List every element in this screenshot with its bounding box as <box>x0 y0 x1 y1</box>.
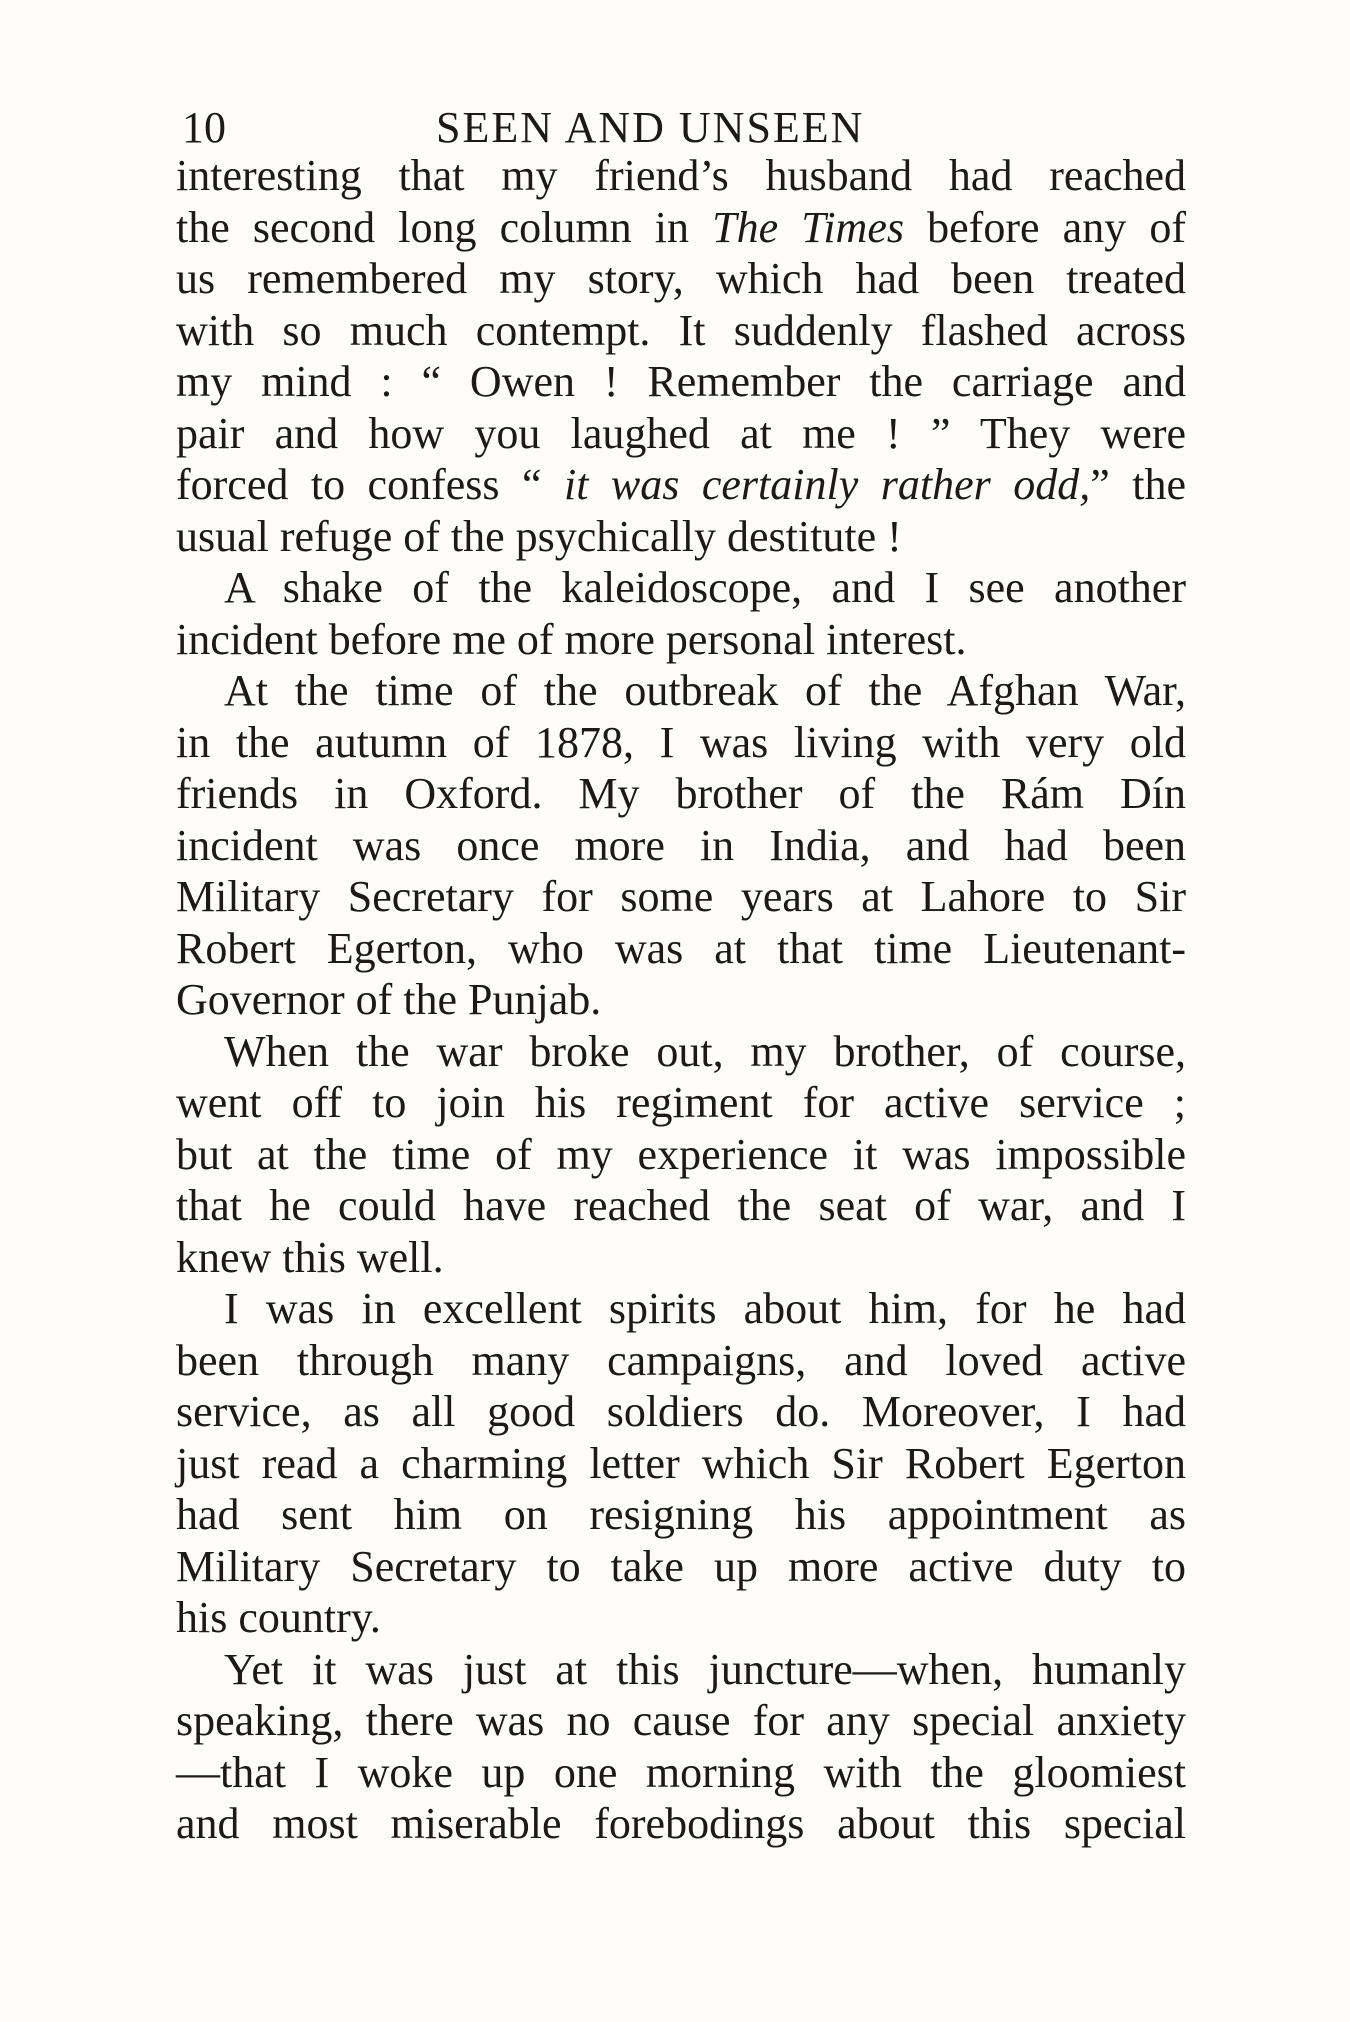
text-line: friends in Oxford. My brother of the Rám Dín <box>176 769 1186 818</box>
running-head: SEEN AND UNSEEN <box>436 103 865 152</box>
text-line: Governor of the Punjab. <box>176 975 602 1024</box>
text-line: interesting that my friend’s husband had reached <box>176 151 1186 200</box>
newspaper-title: The Times <box>712 203 904 252</box>
text-line: service, as all good soldiers do. Moreover, I had <box>176 1387 1186 1436</box>
text-line: At the time of the outbreak of the Afghan War, <box>224 666 1186 715</box>
text-line: When the war broke out, my brother, of course, <box>224 1027 1186 1076</box>
text-line: us remembered my story, which had been treated <box>176 254 1186 303</box>
text-line: the second long column in The Times before any of <box>176 203 1187 252</box>
text-line: just read a charming letter which Sir Robert Egerton <box>176 1439 1186 1488</box>
text-line: A shake of the kaleidoscope, and I see another <box>224 563 1186 612</box>
text-line: forced to confess “ it was certainly rather odd,” the <box>176 460 1186 509</box>
text-line: his country. <box>176 1593 381 1642</box>
page-number: 10 <box>182 103 226 152</box>
text-line: been through many campaigns, and loved active <box>176 1336 1186 1385</box>
page-header <box>182 100 1192 156</box>
text-line: had sent him on resigning his appointment as <box>176 1490 1186 1539</box>
text-line: I was in excellent spirits about him, for he had <box>224 1284 1186 1333</box>
text-line: incident before me of more personal interest. <box>176 615 967 664</box>
text-line: Military Secretary for some years at Lahore to Sir <box>176 872 1186 921</box>
text-line: usual refuge of the psychically destitute ! <box>176 512 902 561</box>
text-line: but at the time of my experience it was impossible <box>176 1130 1186 1179</box>
text-line: incident was once more in India, and had been <box>176 821 1186 870</box>
text-line: knew this well. <box>176 1233 444 1282</box>
text-line: in the autumn of 1878, I was living with very old <box>176 718 1186 767</box>
text-line: that he could have reached the seat of war, and I <box>176 1181 1186 1230</box>
text-line: speaking, there was no cause for any special anxiety <box>176 1696 1186 1745</box>
text-line: and most miserable forebodings about this special <box>176 1799 1186 1848</box>
text-line: Military Secretary to take up more active duty to <box>176 1542 1186 1591</box>
text-line: pair and how you laughed at me ! ” They were <box>176 409 1186 458</box>
text-line: my mind : “ Owen ! Remember the carriage and <box>176 357 1186 406</box>
italic-quote: it was certainly rather odd, <box>564 460 1091 509</box>
text-line: with so much contempt. It suddenly flashed across <box>176 306 1186 355</box>
text-line: —that I woke up one morning with the gloomiest <box>176 1748 1186 1797</box>
text-line: Yet it was just at this juncture—when, humanly <box>224 1645 1186 1694</box>
text-line: Robert Egerton, who was at that time Lieutenant- <box>176 924 1186 973</box>
text-line: went off to join his regiment for active service ; <box>176 1078 1186 1127</box>
